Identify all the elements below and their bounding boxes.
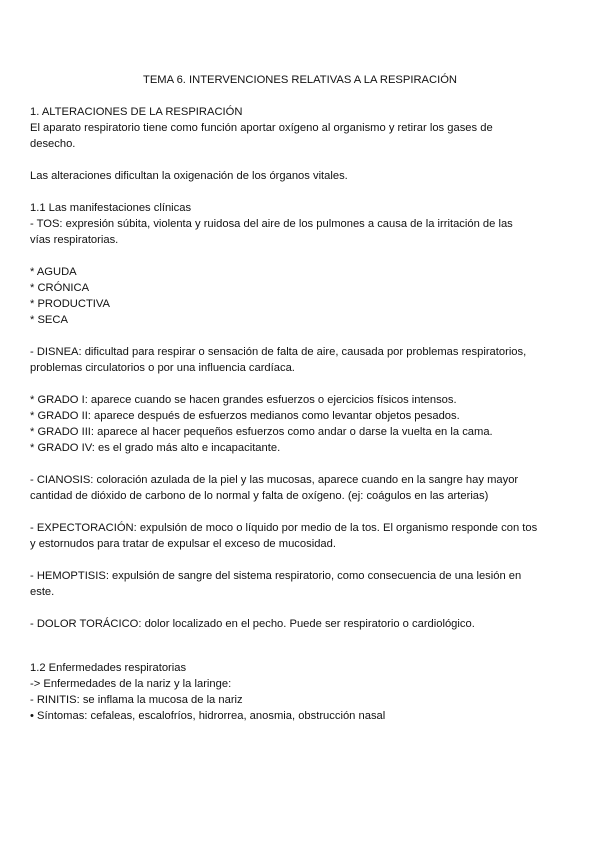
section-1-intro-line-2: desecho.: [30, 138, 76, 150]
nariz-laringe-subheading: -> Enfermedades de la nariz y la laringe:: [30, 678, 232, 690]
section-1-alteraciones-text: Las alteraciones dificultan la oxigenación de los órganos vitales.: [30, 170, 348, 182]
tos-line-2: vías respiratorias.: [30, 234, 119, 246]
dolor-toracico-text: - DOLOR TORÁCICO: dolor localizado en el pecho. Puede ser respiratorio o cardiológico.: [30, 618, 475, 630]
document-body: [30, 104, 575, 724]
expectoracion-line-1: - EXPECTORACIÓN: expulsión de moco o líquido por medio de la tos. El organismo responde con tos: [30, 522, 538, 534]
tos-type-item: * AGUDA: [30, 266, 77, 278]
rinitis-text: - RINITIS: se inflama la mucosa de la nariz: [30, 694, 243, 706]
tos-line-1: - TOS: expresión súbita, violenta y ruidosa del aire de los pulmones a causa de la irritación de las: [30, 218, 513, 230]
tos-type-item: * SECA: [30, 314, 68, 326]
section-1-1-heading: 1.1 Las manifestaciones clínicas: [30, 202, 192, 214]
grado-item: * GRADO III: aparece al hacer pequeños esfuerzos como andar o darse la vuelta en la cama.: [30, 426, 493, 438]
section-1-2-heading: 1.2 Enfermedades respiratorias: [30, 662, 187, 674]
hemoptisis-line-1: - HEMOPTISIS: expulsión de sangre del sistema respiratorio, como consecuencia de una lesión en: [30, 570, 522, 582]
grado-item: * GRADO IV: es el grado más alto e incapacitante.: [30, 442, 281, 454]
tos-type-item: * CRÓNICA: [30, 282, 90, 294]
disnea-line-2: problemas circulatorios o por una influencia cardíaca.: [30, 362, 295, 374]
cianosis-line-1: - CIANOSIS: coloración azulada de la piel y las mucosas, aparece cuando en la sangre hay mayor: [30, 474, 519, 486]
page-title: TEMA 6. INTERVENCIONES RELATIVAS A LA RESPIRACIÓN: [143, 74, 457, 86]
expectoracion-line-2: y estornudos para tratar de expulsar el exceso de mucosidad.: [30, 538, 336, 550]
grado-item: * GRADO I: aparece cuando se hacen grandes esfuerzos o ejercicios físicos intensos.: [30, 394, 457, 406]
sintomas-text: • Síntomas: cefaleas, escalofríos, hidrorrea, anosmia, obstrucción nasal: [30, 710, 386, 722]
grado-item: * GRADO II: aparece después de esfuerzos medianos como levantar objetos pesados.: [30, 410, 460, 422]
disnea-line-1: - DISNEA: dificultad para respirar o sensación de falta de aire, causada por problemas respiratorios,: [30, 346, 527, 358]
section-1-heading: 1. ALTERACIONES DE LA RESPIRACIÓN: [30, 106, 243, 118]
section-1-intro-line-1: El aparato respiratorio tiene como función aportar oxígeno al organismo y retirar los gases de: [30, 122, 493, 134]
cianosis-line-2: cantidad de dióxido de carbono de lo normal y falta de oxígeno. (ej: coágulos en las arterias): [30, 490, 489, 502]
hemoptisis-line-2: este.: [30, 586, 55, 598]
tos-type-item: * PRODUCTIVA: [30, 298, 110, 310]
